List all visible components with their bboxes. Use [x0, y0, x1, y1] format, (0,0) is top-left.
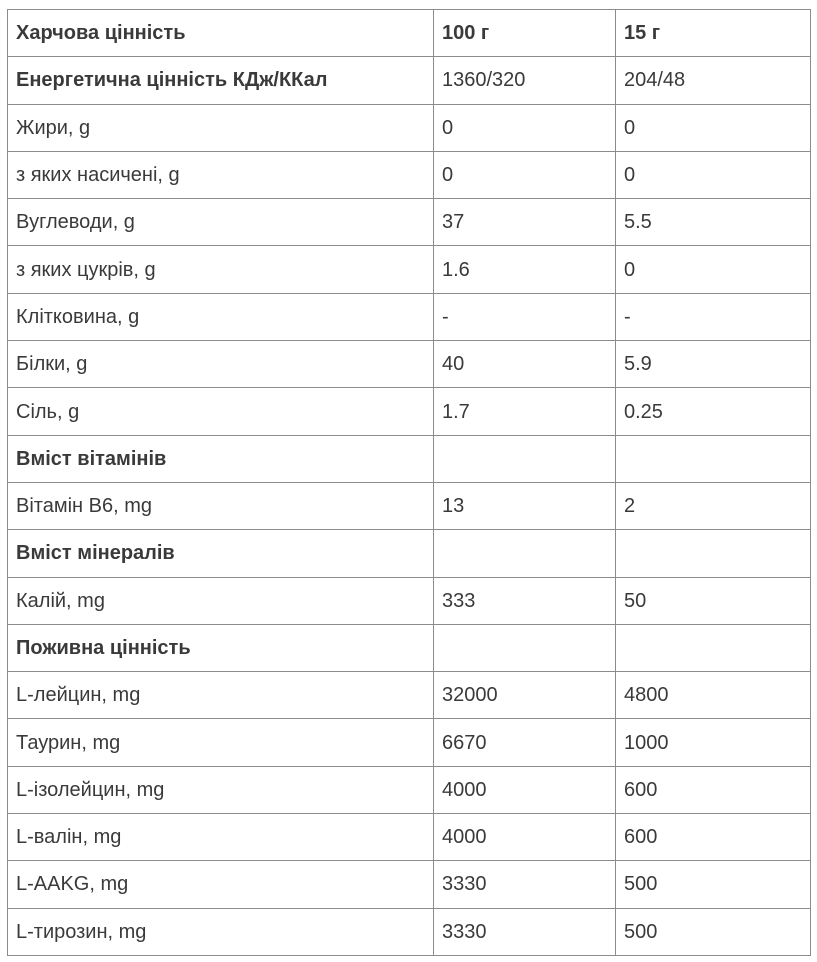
row-100g-cell: 6670 — [434, 719, 616, 766]
row-label-cell: Енергетична цінність КДж/ККал — [8, 57, 434, 104]
row-15g-cell: - — [616, 293, 811, 340]
row-label-cell: Вміст мінералів — [8, 530, 434, 577]
row-15g-cell: 0.25 — [616, 388, 811, 435]
row-label-cell: L-тирозин, mg — [8, 908, 434, 955]
row-15g-cell: 5.5 — [616, 199, 811, 246]
table-row — [8, 672, 811, 719]
row-15g-cell: 50 — [616, 577, 811, 624]
row-100g-cell: 0 — [434, 151, 616, 198]
nutrition-table — [7, 9, 811, 956]
row-100g-cell: 4000 — [434, 766, 616, 813]
row-label-cell: з яких насичені, g — [8, 151, 434, 198]
table-row — [8, 151, 811, 198]
row-15g-cell: 600 — [616, 814, 811, 861]
table-header-row — [8, 10, 811, 57]
header-15g-cell: 15 г — [616, 10, 811, 57]
row-label-cell: L-лейцин, mg — [8, 672, 434, 719]
row-100g-cell: 4000 — [434, 814, 616, 861]
row-15g-cell — [616, 624, 811, 671]
row-label-cell: Жири, g — [8, 104, 434, 151]
row-15g-cell: 1000 — [616, 719, 811, 766]
table-row — [8, 719, 811, 766]
row-100g-cell: 37 — [434, 199, 616, 246]
nutrition-table-body — [8, 10, 811, 956]
table-row — [8, 908, 811, 955]
row-15g-cell: 2 — [616, 482, 811, 529]
row-15g-cell: 500 — [616, 908, 811, 955]
row-label-cell: Вуглеводи, g — [8, 199, 434, 246]
table-row — [8, 388, 811, 435]
table-row — [8, 624, 811, 671]
table-row — [8, 293, 811, 340]
row-100g-cell: 333 — [434, 577, 616, 624]
table-row — [8, 530, 811, 577]
row-100g-cell: 1.6 — [434, 246, 616, 293]
row-100g-cell: 1360/320 — [434, 57, 616, 104]
table-row — [8, 246, 811, 293]
row-100g-cell: 40 — [434, 341, 616, 388]
row-100g-cell: 0 — [434, 104, 616, 151]
row-15g-cell — [616, 530, 811, 577]
header-label-cell: Харчова цінність — [8, 10, 434, 57]
row-label-cell: L-валін, mg — [8, 814, 434, 861]
row-15g-cell: 5.9 — [616, 341, 811, 388]
table-row — [8, 199, 811, 246]
row-15g-cell: 4800 — [616, 672, 811, 719]
table-row — [8, 104, 811, 151]
row-15g-cell: 0 — [616, 246, 811, 293]
row-100g-cell — [434, 624, 616, 671]
row-label-cell: L-AAKG, mg — [8, 861, 434, 908]
row-100g-cell: - — [434, 293, 616, 340]
row-15g-cell — [616, 435, 811, 482]
table-row — [8, 435, 811, 482]
row-label-cell: з яких цукрів, g — [8, 246, 434, 293]
row-15g-cell: 0 — [616, 104, 811, 151]
row-label-cell: Таурин, mg — [8, 719, 434, 766]
row-label-cell: Сіль, g — [8, 388, 434, 435]
row-15g-cell: 204/48 — [616, 57, 811, 104]
table-row — [8, 341, 811, 388]
row-100g-cell: 1.7 — [434, 388, 616, 435]
row-15g-cell: 600 — [616, 766, 811, 813]
table-row — [8, 57, 811, 104]
row-100g-cell — [434, 530, 616, 577]
row-15g-cell: 500 — [616, 861, 811, 908]
row-100g-cell: 3330 — [434, 908, 616, 955]
table-row — [8, 814, 811, 861]
row-label-cell: Білки, g — [8, 341, 434, 388]
row-15g-cell: 0 — [616, 151, 811, 198]
table-row — [8, 861, 811, 908]
header-100g-cell: 100 г — [434, 10, 616, 57]
row-100g-cell: 13 — [434, 482, 616, 529]
table-row — [8, 577, 811, 624]
table-row — [8, 766, 811, 813]
row-label-cell: Вміст вітамінів — [8, 435, 434, 482]
row-100g-cell: 3330 — [434, 861, 616, 908]
row-label-cell: Клітковина, g — [8, 293, 434, 340]
table-row — [8, 482, 811, 529]
row-label-cell: Калій, mg — [8, 577, 434, 624]
row-100g-cell — [434, 435, 616, 482]
row-label-cell: Вітамін B6, mg — [8, 482, 434, 529]
row-100g-cell: 32000 — [434, 672, 616, 719]
row-label-cell: L-ізолейцин, mg — [8, 766, 434, 813]
row-label-cell: Поживна цінність — [8, 624, 434, 671]
